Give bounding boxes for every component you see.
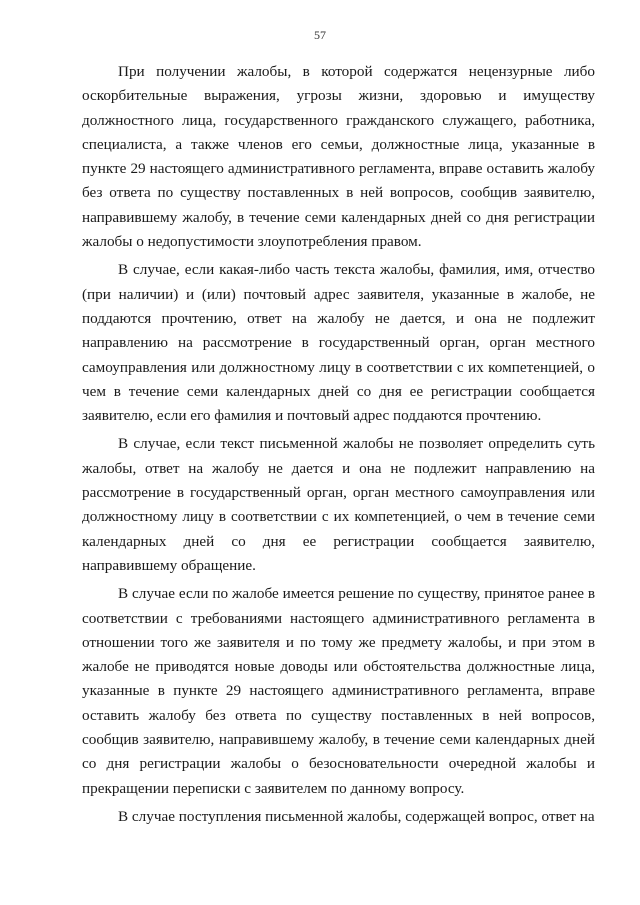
paragraph-abusive-complaint: При получении жалобы, в которой содержатся нецензурные либо оскорбительные выражения, угрозы жизни, здоровью и имуществу должностного лица, государственного гражданского служащего, работника, специалиста, а также членов его семьи, должностные лица, указанные в пункте 29 настоящего административного регламента, вправе оставить жалобу без ответа по существу поставленных в ней вопросов, сообщив заявителю, направившему жалобу, в течение семи календарных дней со дня регистрации жалобы о недопустимости злоупотребления правом. (82, 63, 595, 251)
paragraph-written-complaint-question: В случае поступления письменной жалобы, содержащей вопрос, ответ на (118, 807, 595, 825)
paragraph-unreadable-complaint: В случае, если какая-либо часть текста жалобы, фамилия, имя, отчество (при наличии) и (или) почтовый адрес заявителя, указанные в жалобе, не поддаются прочтению, ответ на жалобу не дается, и она не подлежит направлению на рассмотрение в государственный орган, орган местного самоуправления или должностному лицу в соответствии с их компетенцией, о чем в течение семи календарных дней со дня ее регистрации сообщается заявителю, если его фамилия и почтовый адрес поддаются прочтению. (82, 261, 595, 425)
paragraph-undefined-essence: В случае, если текст письменной жалобы не позволяет определить суть жалобы, ответ на жалобу не дается и она не подлежит направлению на рассмотрение в государственный орган, орган местного самоуправления или должностному лицу в соответствии с их компетенцией, о чем в течение семи календарных дней со дня ее регистрации сообщается заявителю, направившему обращение. (82, 435, 595, 574)
page-number: 57 (314, 28, 326, 42)
paragraph-repeated-complaint: В случае если по жалобе имеется решение по существу, принятое ранее в соответствии с требованиями настоящего административного регламента в отношении того же заявителя и по тому же предмету жалобы, и при этом в жалобе не приводятся новые доводы или обстоятельства должностные лица, указанные в пункте 29 настоящего административного регламента, вправе оставить жалобу без ответа по существу поставленных в ней вопросов, сообщив заявителю, направившему жалобу, в течение семи календарных дней со дня регистрации жалобы о безосновательности очередной жалобы и прекращении переписки с заявителем по данному вопросу. (82, 585, 595, 797)
document-body (82, 60, 595, 829)
